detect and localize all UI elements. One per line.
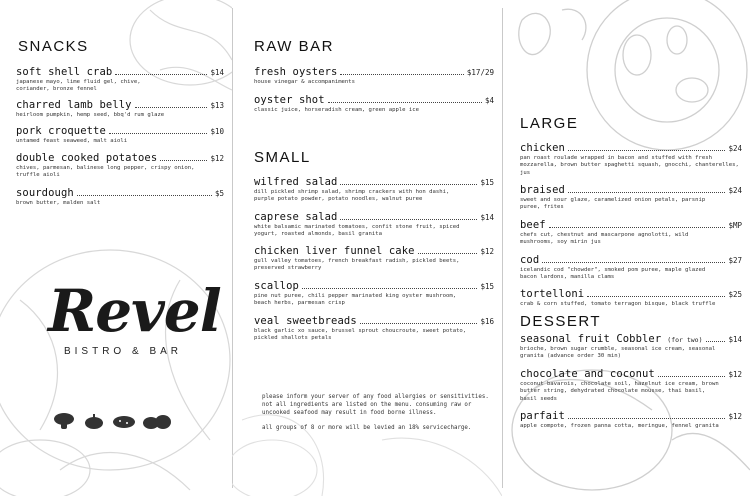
item-name: chicken [520, 142, 565, 154]
item-name: parfait [520, 410, 565, 422]
item-description: brown butter, malden salt [16, 200, 101, 206]
item-description: brioche, brown sugar crumble, seasonal ice cream, seasonal granita (advance order 30 min) [520, 346, 716, 360]
item-name: braised [520, 184, 565, 196]
item-price: $14 [210, 68, 224, 77]
leader-dots [135, 107, 208, 108]
item-price: $16 [480, 317, 494, 326]
menu-item [520, 142, 742, 177]
menu-item [16, 99, 224, 119]
item-description: house vinegar & accompaniments [254, 79, 356, 85]
menu-item [254, 176, 494, 204]
menu-item [254, 245, 494, 273]
item-price: $4 [484, 96, 494, 105]
item-name: soft shell crab [16, 66, 113, 78]
menu-item [520, 368, 742, 403]
item-price: $MP [728, 221, 742, 230]
menu-item [16, 152, 224, 180]
item-price: $14 [728, 335, 742, 344]
item-price: $12 [480, 247, 494, 256]
item-description: untamed feast seaweed, malt aioli [16, 138, 128, 144]
garlic-icon [82, 412, 106, 430]
item-description: sweet and sour glaze, caramelized onion petals, parsnip puree, frites [520, 197, 706, 211]
leader-dots [706, 341, 726, 342]
item-name: cod [520, 254, 540, 266]
item-name: pork croquette [16, 125, 106, 137]
menu-item [254, 280, 494, 308]
item-price: $14 [480, 213, 494, 222]
item-description: crab & corn stuffed, tomato terragon bisque, black truffle [520, 301, 716, 307]
leader-dots [340, 184, 477, 185]
item-description: japanese mayo, lime fluid gel, chive, coriander, bronze fennel [16, 79, 141, 93]
leader-dots [568, 418, 726, 419]
item-description: white balsamic marinated tomatoes, confit stone fruit, spiced yogurt, roasted almonds, basil granita [254, 224, 460, 238]
leader-dots [160, 160, 207, 161]
leader-dots [77, 195, 212, 196]
item-description: icelandic cod "chowder", smoked pom puree, maple glazed bacon lardons, manilla clams [520, 267, 706, 281]
item-note: (for two) [667, 336, 703, 344]
item-name: sourdough [16, 187, 74, 199]
logo-wordmark: Revel [48, 277, 221, 345]
menu-item [254, 94, 494, 114]
raw-bar-title: RAW BAR [254, 38, 334, 55]
leader-dots [587, 296, 725, 297]
right-panel [502, 0, 750, 496]
menu-item [520, 410, 742, 430]
leader-dots [115, 74, 207, 75]
item-description: chives, parmesan, balinese long pepper, crispy onion, truffle aioli [16, 165, 195, 179]
item-description: dill pickled shrimp salad, shrimp crackers with hon dashi, purple potato powder, potato noodles, walnut puree [254, 189, 450, 203]
item-description: classic juice, horseradish cream, green apple ice [254, 107, 420, 113]
leader-dots [549, 227, 726, 228]
item-name: caprese salad [254, 211, 338, 223]
menu-item [520, 184, 742, 212]
item-price: $15 [480, 178, 494, 187]
item-name: chicken liver funnel cake [254, 245, 415, 257]
item-name: fresh oysters [254, 66, 338, 78]
leader-dots [418, 253, 478, 254]
item-name: seasonal fruit Cobbler [520, 333, 662, 345]
menu-item [254, 66, 494, 86]
small-title: SMALL [254, 149, 311, 166]
item-price: $17/29 [466, 68, 494, 77]
item-name: oyster shot [254, 94, 325, 106]
item-name: beef [520, 219, 546, 231]
item-description: chefs cut, chestnut and mascarpone agnolotti, wild mushrooms, soy mirin jus [520, 232, 689, 246]
item-description: apple compote, frozen panna cotta, meringue, fennel granita [520, 423, 719, 429]
revel-logo [48, 277, 221, 357]
item-name: tortelloni [520, 288, 585, 300]
menu-item [16, 66, 224, 94]
leader-dots [340, 219, 477, 220]
leader-dots [658, 376, 726, 377]
item-price: $10 [210, 127, 224, 136]
vegetable-icons [52, 412, 172, 430]
dessert-title: DESSERT [520, 313, 602, 330]
menu-item [254, 315, 494, 343]
service-charge-text: all groups of 8 or more will be levied an 18% servicecharge. [262, 425, 472, 432]
item-price: $24 [728, 144, 742, 153]
item-name: double cooked potatoes [16, 152, 158, 164]
item-price: $5 [214, 189, 224, 198]
menu-item [520, 254, 742, 282]
item-price: $12 [728, 412, 742, 421]
logo-subtitle: BISTRO & BAR [63, 346, 182, 357]
leader-dots [568, 150, 726, 151]
allergy-notice [262, 394, 494, 433]
leader-dots [302, 288, 478, 289]
item-description: coconut bavarois, chocolate soil, hazelnut ice cream, brown butter string, dehydrated chocolate mousse, thai basil, basil seeds [520, 381, 719, 402]
item-price: $13 [210, 101, 224, 110]
menu-item [520, 219, 742, 247]
leader-dots [360, 323, 478, 324]
item-price: $24 [728, 186, 742, 195]
item-description: pan roast roulade wrapped in bacon and stuffed with fresh mozzarella, brown butter spaghetti squash, gnocchi, chanterelles, jus [520, 155, 739, 176]
item-price: $25 [728, 290, 742, 299]
item-description: gull valley tomatoes, french breakfast radish, pickled beets, preserved strawberry [254, 258, 460, 272]
leader-dots [542, 262, 725, 263]
item-name: charred lamb belly [16, 99, 132, 111]
item-name: chocolate and coconut [520, 368, 655, 380]
mushroom-icon [52, 412, 76, 430]
item-description: pine nut puree, chili pepper marinated king oyster mushroom, beach herbs, parmesan crisp [254, 293, 457, 307]
allergy-text: please inform your server of any food allergies or sensitivities. not all ingredients are listed on the menu. consuming raw or uncooked seafood may result in food borne illness. [262, 394, 489, 416]
snacks-title: SNACKS [18, 38, 89, 55]
left-panel [0, 0, 232, 496]
menu-item [16, 125, 224, 145]
item-price: $15 [480, 282, 494, 291]
leader-dots [340, 74, 463, 75]
leader-dots [109, 133, 208, 134]
menu-item [16, 187, 224, 207]
menu-item [254, 211, 494, 239]
item-name: scallop [254, 280, 299, 292]
item-price: $12 [210, 154, 224, 163]
large-title: LARGE [520, 115, 579, 132]
potato-icon [112, 412, 136, 430]
leader-dots [568, 192, 726, 193]
leader-dots [328, 102, 482, 103]
item-description: heirloom pumpkin, hemp seed, bbq'd rum glaze [16, 112, 165, 118]
menu-item [520, 288, 742, 308]
item-name: veal sweetbreads [254, 315, 357, 327]
item-name: wilfred salad [254, 176, 338, 188]
menu-item [520, 333, 742, 361]
item-price: $27 [728, 256, 742, 265]
item-description: black garlic xo sauce, brussel sprout choucroute, sweet potato, pickled shallots petals [254, 328, 467, 342]
item-price: $12 [728, 370, 742, 379]
vegetables-icon [142, 412, 172, 430]
